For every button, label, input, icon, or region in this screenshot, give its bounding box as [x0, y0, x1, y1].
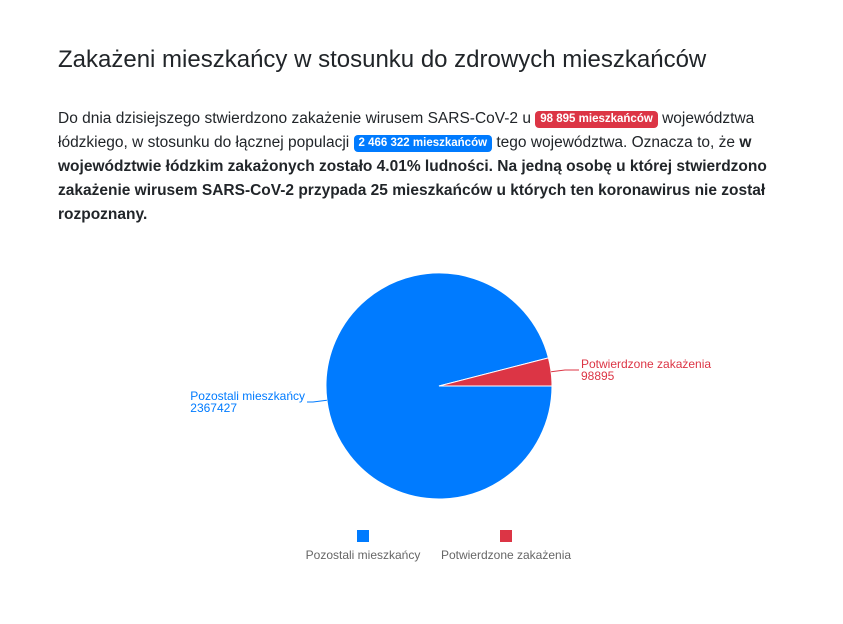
slice-label-value: 2367427 — [190, 400, 238, 415]
description-paragraph — [58, 107, 788, 227]
pie-slice-confirmed — [439, 358, 552, 386]
label-leader-line — [307, 400, 327, 402]
slice-label-name: Pozostali mieszkańcy — [190, 388, 306, 403]
legend-label: Pozostali mieszkańcy — [305, 548, 421, 562]
legend-swatch — [357, 530, 369, 542]
label-leader-line — [551, 370, 579, 372]
description-bold-summary: w województwie łódzkim zakażonych zostało 4.01% ludności. Na jedną osobę u której stwierdzono zakażenie wirusem SARS-CoV-2 przypada 25 mieszkańców u których ten koronawirus nie został rozpoznany. — [58, 134, 767, 223]
description-text-3: tego województwa. Oznacza to, że — [492, 134, 740, 151]
legend-label: Potwierdzone zakażenia — [440, 548, 572, 562]
description-text-1: Do dnia dzisiejszego stwierdzono zakażenie wirusem SARS-CoV-2 u — [58, 110, 536, 127]
slice-label-value: 98895 — [580, 369, 615, 384]
page-title: Zakażeni mieszkańcy w stosunku do zdrowych mieszkańców — [58, 46, 707, 73]
population-count-badge: 2 466 322 mieszkańców — [354, 135, 493, 152]
infected-count-badge: 98 895 mieszkańców — [535, 111, 658, 128]
slice-label-name: Potwierdzone zakażenia — [580, 357, 712, 372]
legend-swatch — [500, 530, 512, 542]
description-text-2: województwa łódzkiego, w stosunku do łącznej populacji — [58, 110, 755, 151]
pie-slice-remaining — [326, 273, 552, 499]
